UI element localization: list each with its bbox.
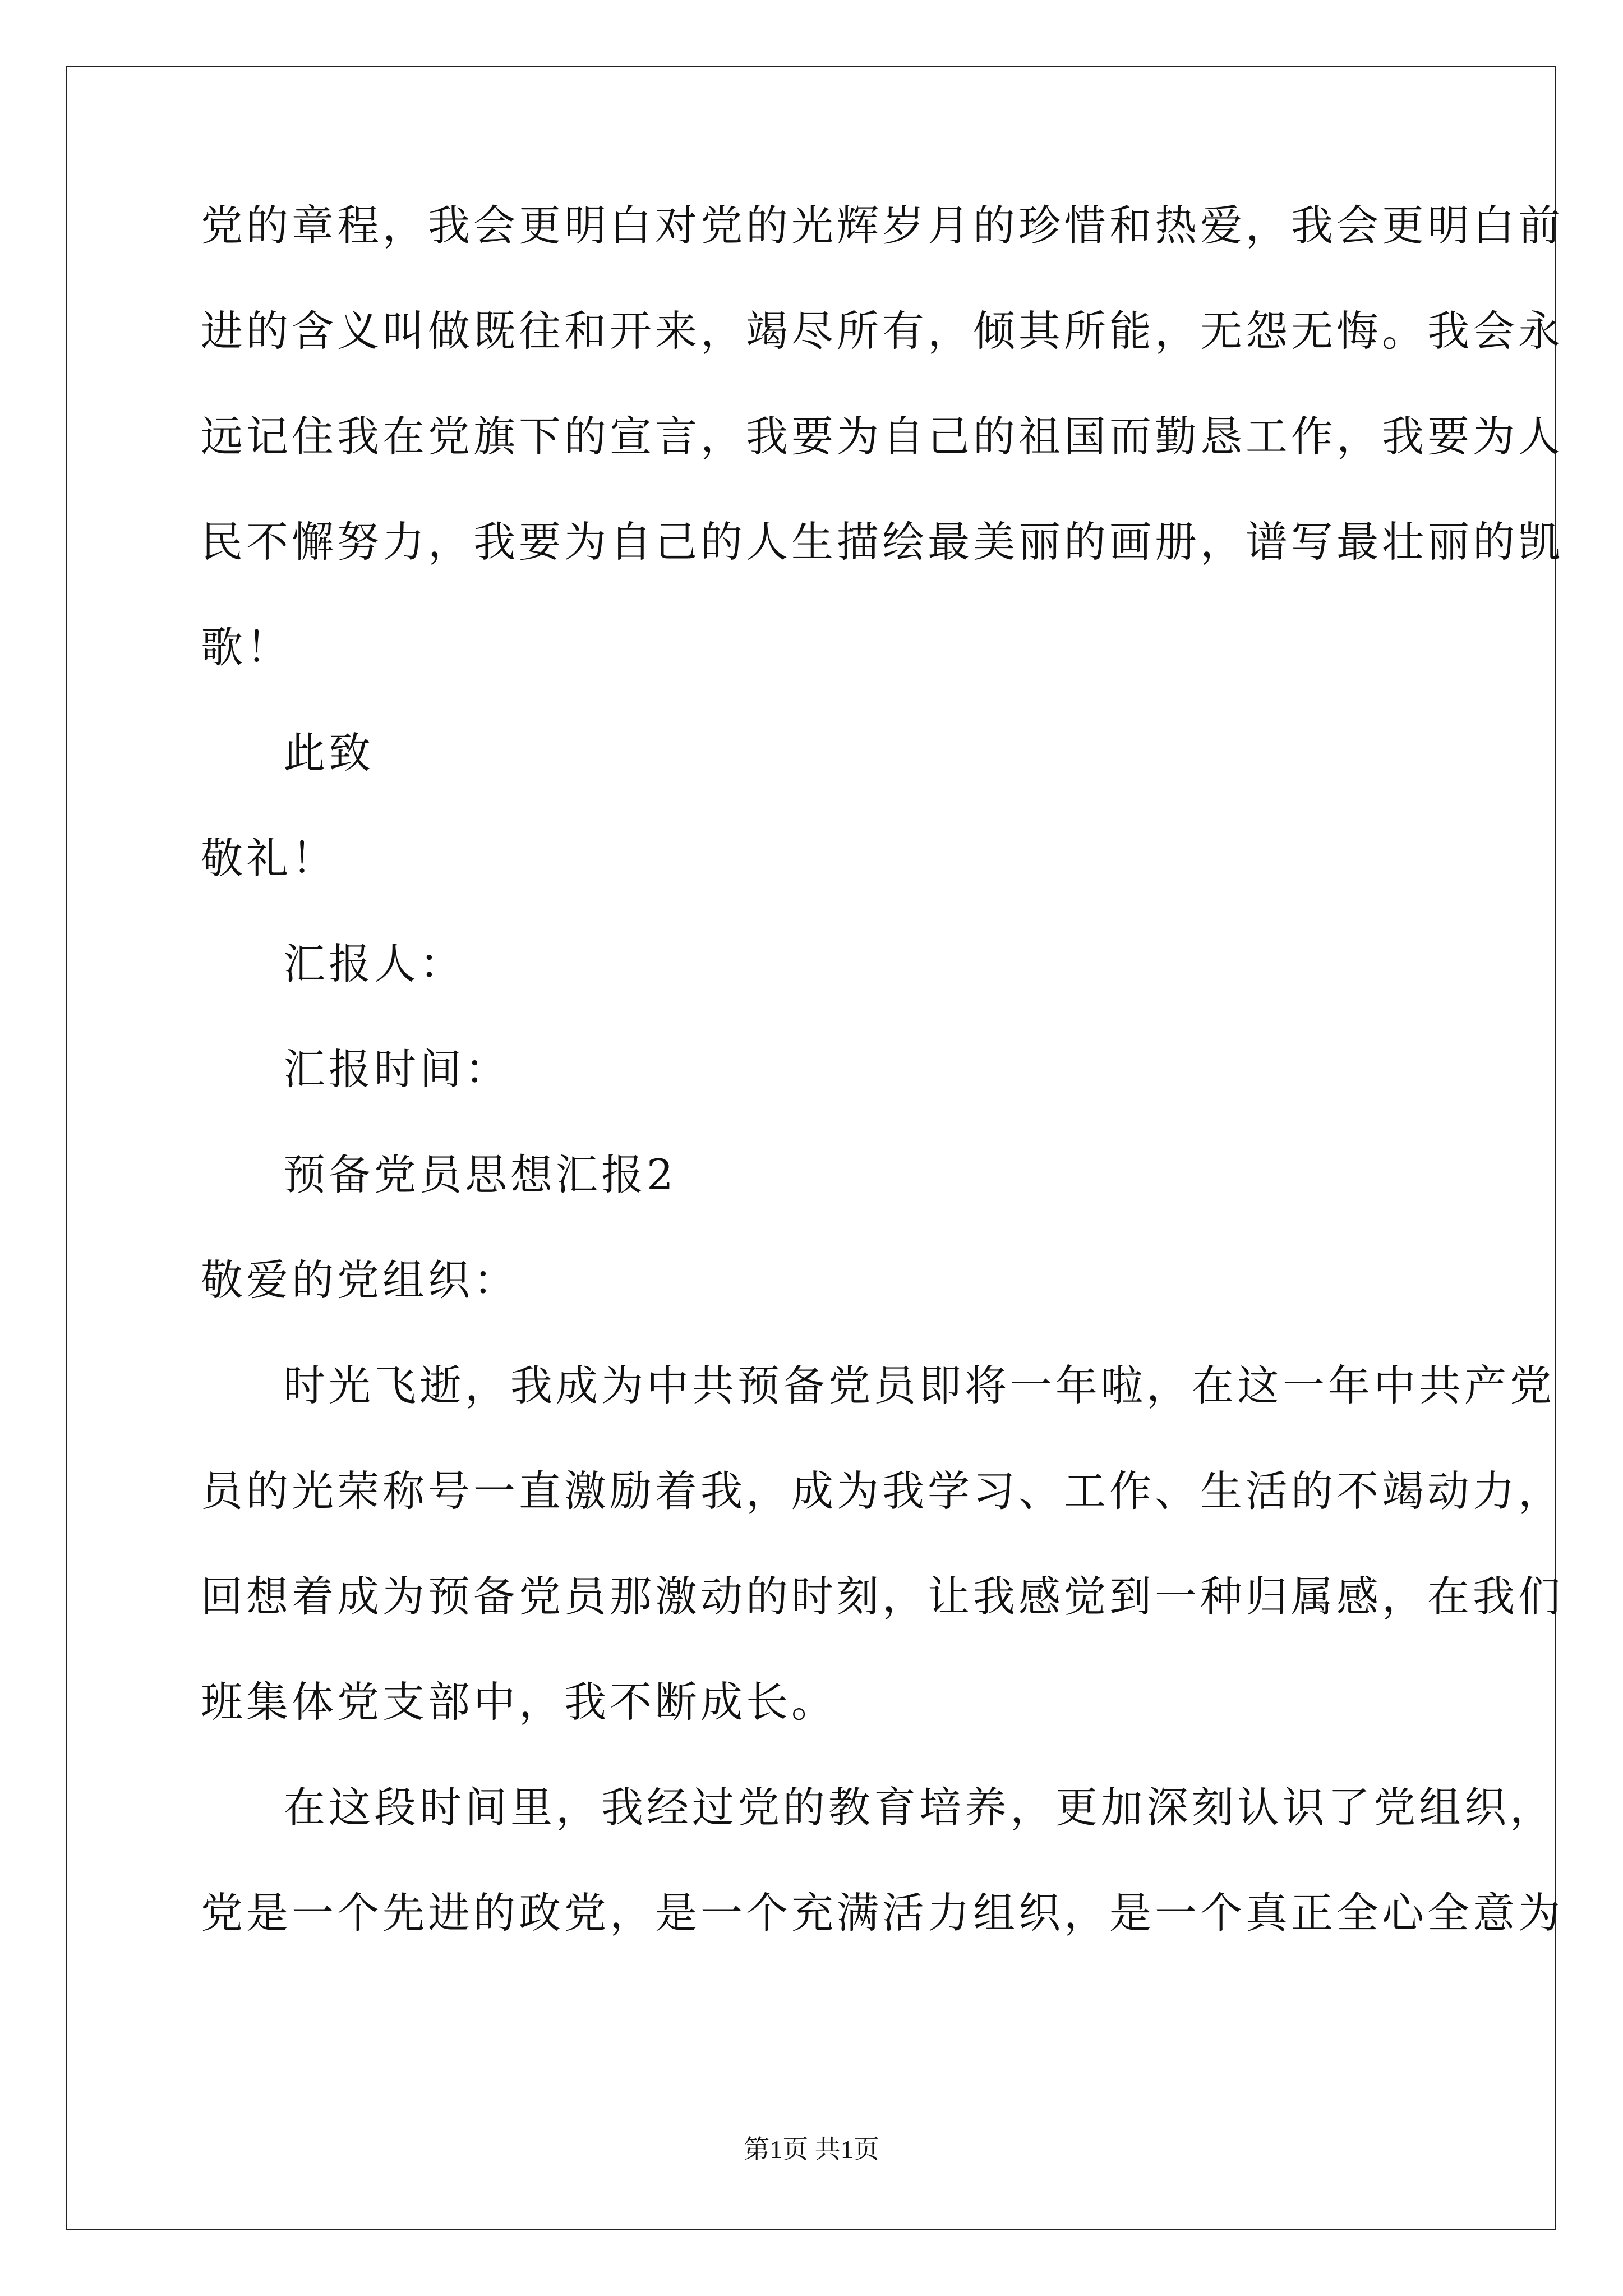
paragraph-line: 员的光荣称号一直激励着我，成为我学习、工作、生活的不竭动力， xyxy=(201,1466,1564,1516)
closing-salutation: 此致 xyxy=(283,728,375,777)
paragraph-line: 党的章程，我会更明白对党的光辉岁月的珍惜和热爱，我会更明白前 xyxy=(201,201,1564,250)
paragraph-line: 民不懈努力，我要为自己的人生描绘最美丽的画册，谱写最壮丽的凯 xyxy=(201,517,1564,567)
paragraph-line: 远记住我在党旗下的宣言，我要为自己的祖国而勤恳工作，我要为人 xyxy=(201,412,1564,461)
paragraph-line: 班集体党支部中，我不断成长。 xyxy=(201,1677,837,1727)
greeting: 敬爱的党组织： xyxy=(201,1255,519,1305)
report-time-label: 汇报时间： xyxy=(283,1045,511,1094)
paragraph-line: 回想着成为预备党员那激动的时刻，让我感觉到一种归属感，在我们 xyxy=(201,1572,1564,1621)
paragraph-line: 进的含义叫做既往和开来，竭尽所有，倾其所能，无怨无悔。我会永 xyxy=(201,306,1564,356)
paragraph-line: 在这段时间里，我经过党的教育培养，更加深刻认识了党组织， xyxy=(283,1783,1556,1832)
page-number: 第1页 共1页 xyxy=(744,2135,879,2164)
section-heading: 预备党员思想汇报2 xyxy=(283,1150,677,1199)
paragraph-line: 歌！ xyxy=(201,623,292,672)
closing-regards: 敬礼！ xyxy=(201,834,338,883)
paragraph-line: 时光飞逝，我成为中共预备党员即将一年啦，在这一年中共产党 xyxy=(283,1361,1556,1410)
paragraph-line: 党是一个先进的政党，是一个充满活力组织，是一个真正全心全意为 xyxy=(201,1888,1564,1938)
reporter-label: 汇报人： xyxy=(283,939,465,988)
